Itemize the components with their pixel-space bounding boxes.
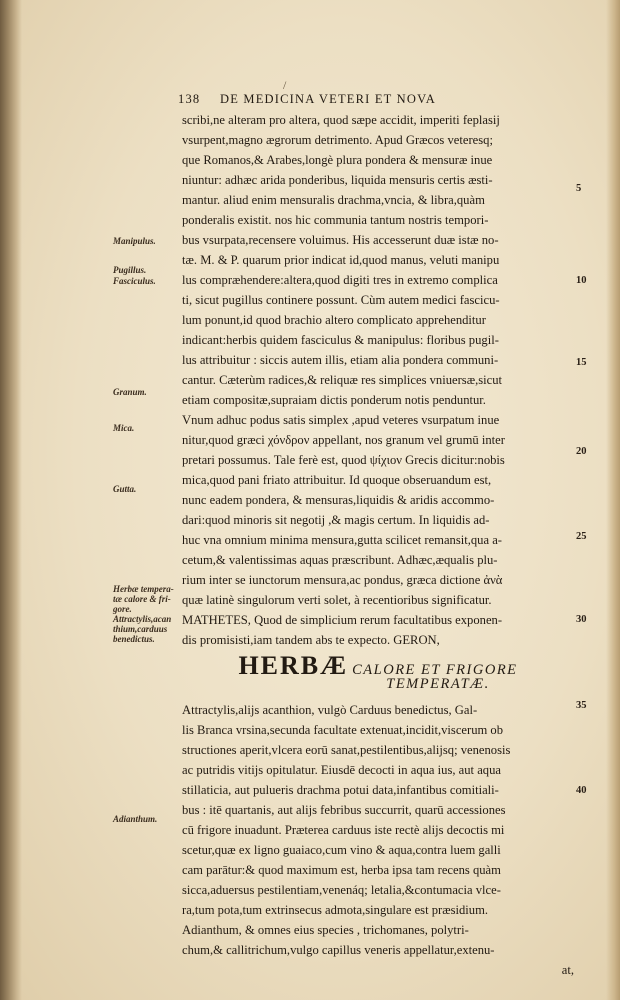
text-line: sicca,aduersus pestilentiam,venenáq; letalia,&contumacia vlce- — [182, 883, 501, 897]
text-line: nunc eadem pondera, & mensuras,liquidis & aridis accommo- — [182, 493, 495, 507]
line-number: 20 — [576, 446, 587, 457]
heading-small: CALORE ET FRIGORE — [352, 662, 518, 678]
margin-note: Fasciculus. — [113, 276, 156, 286]
text-line: huc vna omnium minima mensura,gutta scilicet remansit,qua a- — [182, 533, 503, 547]
text-line: bus vsurpata,recensere voluimus. His accesserunt duæ istæ no- — [182, 233, 499, 247]
text-line: dari:quod minoris sit negotij ,& magis certum. In liquidis ad- — [182, 513, 490, 527]
text-line: lus attribuitur : siccis autem illis, etiam alia pondera communi- — [182, 353, 499, 367]
ink-mark: / — [283, 78, 287, 92]
text-line: quæ latinè singulorum verti solet, à recentioribus significatur. — [182, 593, 492, 607]
text-line: etiam compositæ,supraiam dictis ponderum notis penduntur. — [182, 393, 486, 407]
margin-note: Attractylis,acan thium,carduus benedictus. — [113, 614, 172, 644]
text-line: bus : itē quartanis, aut alijs febribus succurrit, quarū accessiones — [182, 803, 506, 817]
text-line: scribi,ne alteram pro altera, quod sæpe accidit, imperiti feplasij — [182, 113, 500, 127]
margin-note: Granum. — [113, 387, 147, 397]
margin-note: Herbæ tempera-tæ calore & fri-gore. — [113, 584, 174, 614]
text-line: lus compræhendere:altera,quod digiti tres in extremo complica — [182, 273, 498, 287]
page-edge — [606, 0, 620, 1000]
text-line: nitur,quod græci χόνδρον appellant, nos granum vel grumū inter — [182, 433, 505, 447]
text-line: ac putridis vitijs opitulatur. Eiusdē decocti in aqua ius, aut aqua — [182, 763, 501, 777]
text-line: rium inter se iunctorum mensura,ac pondus, græca dictione ἀνὰ — [182, 573, 503, 587]
heading-big: HERBÆ — [238, 651, 349, 680]
text-line: cantur. Cæterùm radices,& reliquæ res simplices vniuersæ,sicut — [182, 373, 503, 387]
folio-number: 138 — [178, 92, 201, 106]
line-number: 15 — [576, 357, 587, 368]
line-number: 25 — [576, 531, 587, 542]
margin-note: Adianthum. — [113, 814, 158, 824]
running-title: DE MEDICINA VETERI ET NOVA — [220, 92, 436, 106]
text-line: mantur. aliud enim mensuralis drachma,vncia, & libra,quàm — [182, 193, 485, 207]
line-number: 5 — [576, 183, 582, 194]
text-line: ra,tum pota,tum extrinsecus admota,singulare est præsidium. — [182, 903, 489, 917]
text-line: lum ponunt,id quod brachio altero complicato apprehenditur — [182, 313, 486, 327]
line-number: 40 — [576, 785, 587, 796]
text-line: scetur,quæ ex ligno guaiaco,cum vino & aqua,contra luem galli — [182, 843, 501, 857]
text-line: mica,quod pani friato attribuitur. Id quoque obseruandum est, — [182, 473, 492, 487]
text-line: structiones aperit,vlcera eorū sanat,pestilentibus,alijsq; venenosis — [182, 743, 511, 757]
text-line: vsurpent,magno ægrorum detrimento. Apud Græcos veteresq; — [182, 133, 493, 147]
heading-second-line: TEMPERATÆ. — [386, 676, 490, 692]
text-line: stillaticia, aut pulueris drachma potui data,infantibus comitiali- — [182, 783, 499, 797]
line-number: 30 — [576, 614, 587, 625]
text-line: at, — [561, 963, 574, 977]
line-number: 10 — [576, 275, 587, 286]
margin-note: Manipulus. — [113, 236, 156, 246]
text-line: cū frigore inuadunt. Præterea carduus iste rectè alijs decoctis mi — [182, 823, 505, 837]
text-line: pretari possumus. Tale ferè est, quod ψίχιον Grecis dicitur:nobis — [182, 453, 505, 467]
text-line: Vnum adhuc podus satis simplex ,apud veteres vsurpatum inue — [182, 413, 500, 427]
margin-note: Pugillus. — [113, 265, 147, 275]
margin-note: Gutta. — [113, 484, 137, 494]
text-line: chum,& callitrichum,vulgo capillus veneris appellatur,extenu- — [182, 943, 495, 957]
line-number: 35 — [576, 700, 587, 711]
text-line: lis Branca vrsina,secunda facultate extenuat,incidit,viscerum ob — [182, 723, 504, 737]
text-line: ponderalis existit. nos hic communia tantum nostris tempori- — [182, 213, 489, 227]
text-line: dis promisisti,iam tandem abs te expecto. GERON, — [182, 633, 440, 647]
text-line: MATHETES, Quod de simplicium rerum facultatibus exponen- — [182, 613, 503, 627]
text-line: indicant:herbis quidem fasciculus & manipulus: floribus pugil- — [182, 333, 499, 347]
text-line: ti, sicut pugillus continere possunt. Cùm autem medici fascicu- — [182, 293, 500, 307]
text-line: tæ. M. & P. quarum prior indicat id,quod manus, veluti manipu — [182, 253, 500, 267]
text-line: Attractylis,alijs acanthion, vulgò Carduus benedictus, Gal- — [182, 703, 478, 717]
text-line: cam parātur:& quod maximum est, herba ipsa tam recens quàm — [182, 863, 501, 877]
text-line: cetum,& valentissimas aquas præscribunt. Adhæc,æqualis plu- — [182, 553, 498, 567]
text-line: que Romanos,& Arabes,longè plura pondera & mensuræ inue — [182, 153, 493, 167]
margin-note: Mica. — [113, 423, 135, 433]
text-line: niuntur: adhæc arida ponderibus, liquida mensuris certis æsti- — [182, 173, 493, 187]
text-line: Adianthum, & omnes eius species , trichomanes, polytri- — [182, 923, 469, 937]
binding-gutter — [0, 0, 22, 1000]
